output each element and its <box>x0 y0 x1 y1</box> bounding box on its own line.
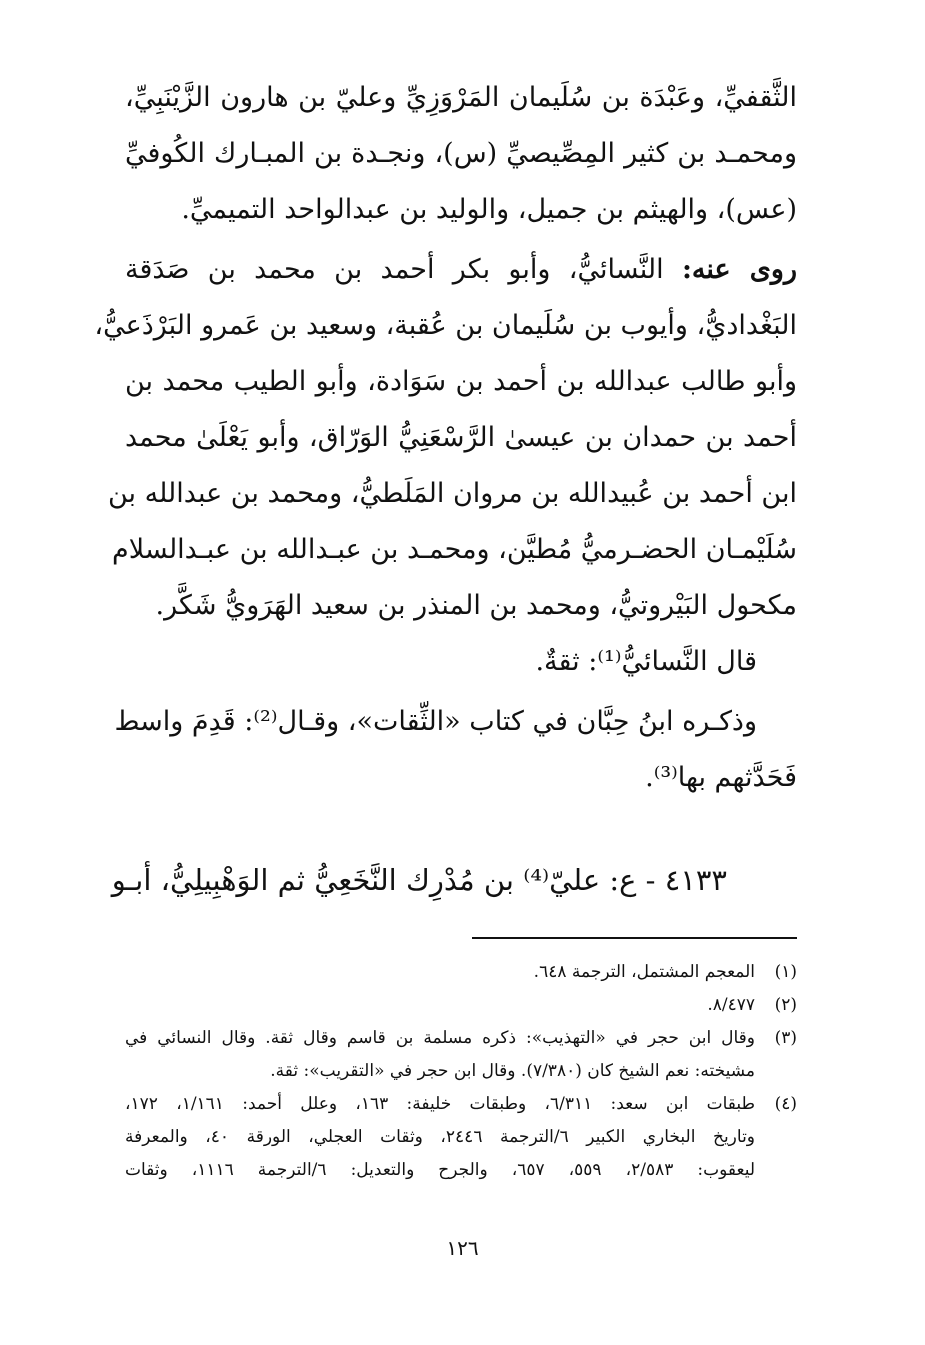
footnote-text <box>125 1088 755 1187</box>
text-line: فَحَدَّثهم بها⁽³⁾. <box>645 762 797 793</box>
footnote-number: (٤) <box>774 1094 797 1114</box>
footnote-line: وتاريخ البخاري الكبير ٦/الترجمة ٢٤٤٦، وثقات العجلي، الورقة ٤٠، والمعرفة <box>125 1127 756 1147</box>
text-line: وذكـره ابنُ حِبَّان في كتاب «الثِّقات»، وقـال⁽²⁾: قَدِمَ واسط <box>114 706 757 737</box>
footnote-text <box>125 1022 755 1088</box>
text-line: مكحول البَيْروتيُّ، ومحمد بن المنذر بن سعيد الهَرَويُّ شَكَّر. <box>155 590 797 621</box>
main-text <box>94 70 798 910</box>
footnote-3 <box>125 1022 797 1088</box>
text-line: قال النَّسائيُّ⁽¹⁾: ثقةٌ. <box>535 646 757 677</box>
paragraph-teachers <box>125 70 797 238</box>
text-line: سُلَيْمـان الحضـرميُّ مُطيَّن، ومحمـد بن عبـدالله بن عبـدالسلام <box>112 534 797 565</box>
footnote-line: مشيخته: نعم الشيخ كان (٧/٣٨٠). وقال ابن حجر في «التقريب»: ثقة. <box>270 1061 755 1081</box>
paragraph-students <box>94 242 798 634</box>
text-line: الثَّقفيِّ، وعَبْدَة بن سُلَيمان المَرْوَزِيِّ وعليّ بن هارون الزَّيْنَبِيِّ، <box>125 82 797 113</box>
footnote-number: (٣) <box>774 1028 797 1048</box>
footnote-line: ليعقوب: ٢/٥٨٣، ٥٥٩، ٦٥٧، والجرح والتعديل: ٦/الترجمة ١١١٦، وثقات <box>125 1160 756 1180</box>
footnote-line: وقال ابن حجر في «التهذيب»: ذكره مسلمة بن قاسم وقال ثقة. وقال النسائي في <box>125 1028 755 1048</box>
footnote-text <box>125 989 755 1022</box>
footnotes <box>125 956 797 1187</box>
footnote-line: طبقات ابن سعد: ٦/٣١١، وطبقات خليفة: ١٦٣، وعلل أحمد: ١/١٦١، ١٧٢، <box>125 1094 756 1114</box>
text-line: أحمد بن حمدان بن عيسىٰ الرَّسْعَنِيُّ الوَرّاق، وأبو يَعْلَىٰ محمد <box>125 422 797 453</box>
page-number: ١٢٦ <box>446 1236 479 1260</box>
paragraph-ibn-hibban <box>114 694 797 806</box>
footnote-divider <box>472 937 797 939</box>
footnote-line: ٨/٤٧٧. <box>707 995 755 1015</box>
footnote-text <box>125 956 755 989</box>
entry-heading: ٤١٣٣ - ع: عليّ⁽⁴⁾ بن مُدْرِك النَّخَعِيُّ ثم الوَهْبِيلِيُّ، أبـو <box>111 863 727 897</box>
footnote-4 <box>125 1088 797 1187</box>
text-line: ابن أحمد بن عُبيدالله بن مروان المَلَطيُّ، ومحمد بن عبدالله بن <box>107 478 797 509</box>
text-line <box>125 242 797 298</box>
footnote-1 <box>125 956 797 989</box>
paragraph-nasai <box>125 634 797 690</box>
footnote-2 <box>125 989 797 1022</box>
text-fragment: النَّسائيُّ، وأبو بكر أحمد بن محمد بن صَدَقة <box>125 254 682 285</box>
footnote-line: المعجم المشتمل، الترجمة ٦٤٨. <box>533 962 755 982</box>
footnote-number: (١) <box>774 962 797 982</box>
text-line: ومحمـد بن كثير المِصِّيصيِّ (س)، ونجـدة بن المبـارك الكُوفيِّ <box>125 138 797 169</box>
footnote-number: (٢) <box>774 995 797 1015</box>
text-line: البَغْداديُّ، وأيوب بن سُلَيمان بن عُقبة، وسعيد بن عَمرو البَرْذَعيُّ، <box>94 310 797 341</box>
section-lead: روى عنه: <box>681 254 798 285</box>
text-line: (عس)، والهيثم بن جميل، والوليد بن عبدالواحد التميميِّ. <box>181 194 797 225</box>
text-line: وأبو طالب عبدالله بن أحمد بن سَوَادة، وأبو الطيب محمد بن <box>125 366 797 397</box>
